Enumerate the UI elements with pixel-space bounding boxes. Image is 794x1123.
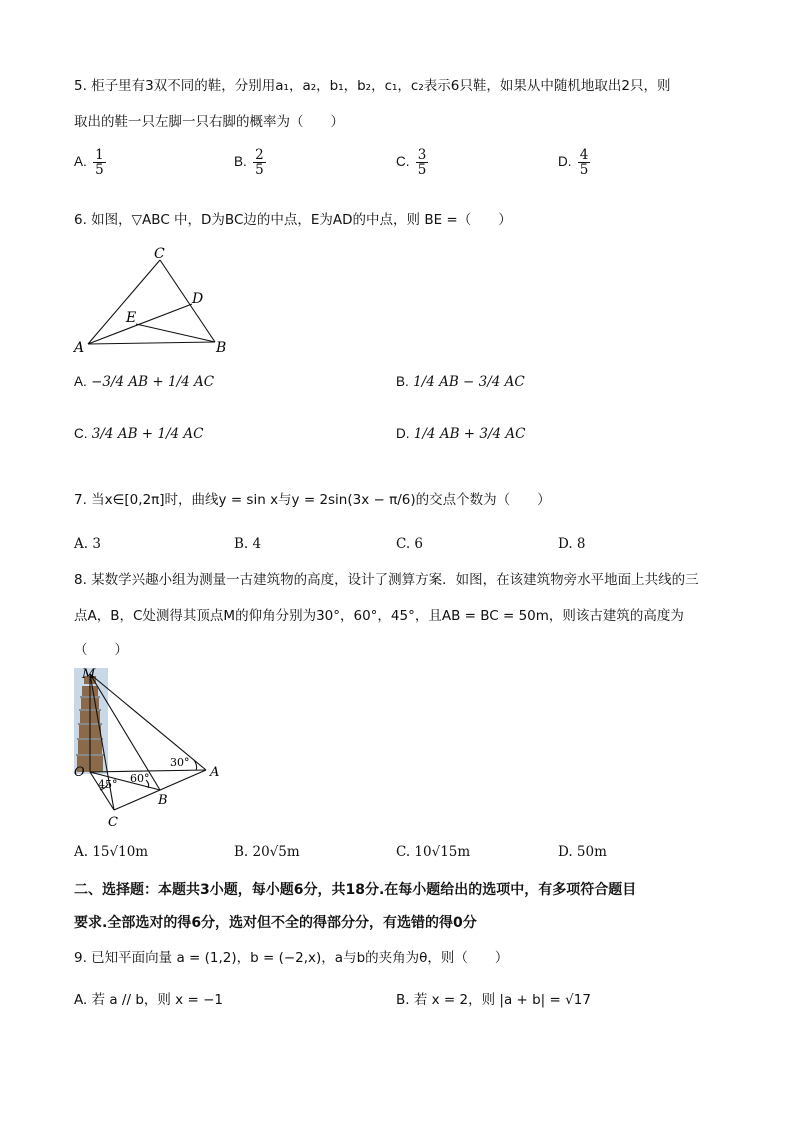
label-c: C: [154, 246, 165, 262]
fraction: $\frac{2}{5}$: [255, 147, 264, 179]
q5-option-c[interactable]: C. $\frac{3}{5}$: [396, 147, 427, 179]
q9-stem: 9. 已知平面向量 a = (1,2)，b = (−2,x)，a与b的夹角为θ，则（ ）: [74, 950, 509, 966]
q9-option-a[interactable]: A. 若 a // b，则 x = −1: [74, 992, 223, 1008]
q9-option-b[interactable]: B. 若 x = 2，则 |a + b| = √17: [396, 992, 591, 1008]
fraction: $\frac{3}{5}$: [417, 147, 427, 179]
q8-option-c[interactable]: C. 10√15m: [396, 844, 471, 860]
label-b: B: [158, 793, 168, 808]
label-d: D: [192, 291, 204, 307]
label-a: A: [210, 765, 220, 780]
label-c: C: [108, 815, 118, 830]
q6-option-d[interactable]: D. 1/4 AB + 3/4 AC: [396, 426, 526, 442]
q5-line1: 5. 柜子里有3双不同的鞋，分别用a₁，a₂，b₁，b₂，c₁，c₂表示6只鞋，如果从中随机地取出2只，则: [74, 78, 671, 94]
q7-option-a[interactable]: A. 3: [74, 536, 101, 552]
q7-stem: 7. 当x∈[0,2π]时，曲线y = sin x与y = 2sin(3x − π/6)的交点个数为（ ）: [74, 492, 551, 508]
q7-option-d[interactable]: D. 8: [558, 536, 586, 552]
q8-option-d[interactable]: D. 50m: [558, 844, 607, 860]
q6-option-b[interactable]: B. 1/4 AB − 3/4 AC: [396, 374, 525, 390]
q7-option-c[interactable]: C. 6: [396, 536, 424, 552]
q5-option-b[interactable]: B. $\frac{2}{5}$: [234, 147, 264, 179]
section2-line2: 要求.全部选对的得6分，选对但不全的得部分分，有选错的得0分: [74, 915, 477, 931]
angle-45: 45°: [98, 778, 118, 791]
q5-option-d[interactable]: D. $\frac{4}{5}$: [558, 147, 589, 179]
tower-figure: [70, 664, 230, 834]
q5-option-a[interactable]: A. $\frac{1}{5}$: [74, 147, 104, 179]
label-a: A: [74, 340, 85, 356]
q6-option-c[interactable]: C. 3/4 AB + 1/4 AC: [74, 426, 204, 442]
q8-line3: （ ）: [74, 642, 128, 658]
fraction: $\frac{1}{5}$: [95, 147, 104, 179]
q6-stem: 6. 如图，▽ABC 中，D为BC边的中点，E为AD的中点，则 BE =（ ）: [74, 212, 512, 228]
q5-line2: 取出的鞋一只左脚一只右脚的概率为（ ）: [74, 114, 344, 130]
angle-60: 60°: [130, 772, 150, 785]
fraction: $\frac{4}{5}$: [579, 147, 589, 179]
q6-option-a[interactable]: A. −3/4 AB + 1/4 AC: [74, 374, 215, 390]
q8-option-a[interactable]: A. 15√10m: [74, 844, 149, 860]
label-b: B: [216, 340, 227, 356]
triangle-figure: [70, 240, 240, 358]
label-o: O: [74, 765, 85, 780]
section2-line1: 二、选择题：本题共3小题，每小题6分，共18分.在每小题给出的选项中，有多项符合题目: [74, 882, 637, 898]
q8-line2: 点A，B，C处测得其顶点M的仰角分别为30°，60°，45°，且AB = BC = 50m，则该古建筑的高度为: [74, 608, 684, 624]
q7-option-b[interactable]: B. 4: [234, 536, 262, 552]
label-m: M: [82, 667, 96, 682]
label-e: E: [126, 310, 137, 326]
q8-option-b[interactable]: B. 20√5m: [234, 844, 300, 860]
q8-line1: 8. 某数学兴趣小组为测量一古建筑物的高度，设计了测算方案．如图，在该建筑物旁水平地面上共线的三: [74, 572, 699, 588]
angle-30: 30°: [170, 756, 190, 769]
